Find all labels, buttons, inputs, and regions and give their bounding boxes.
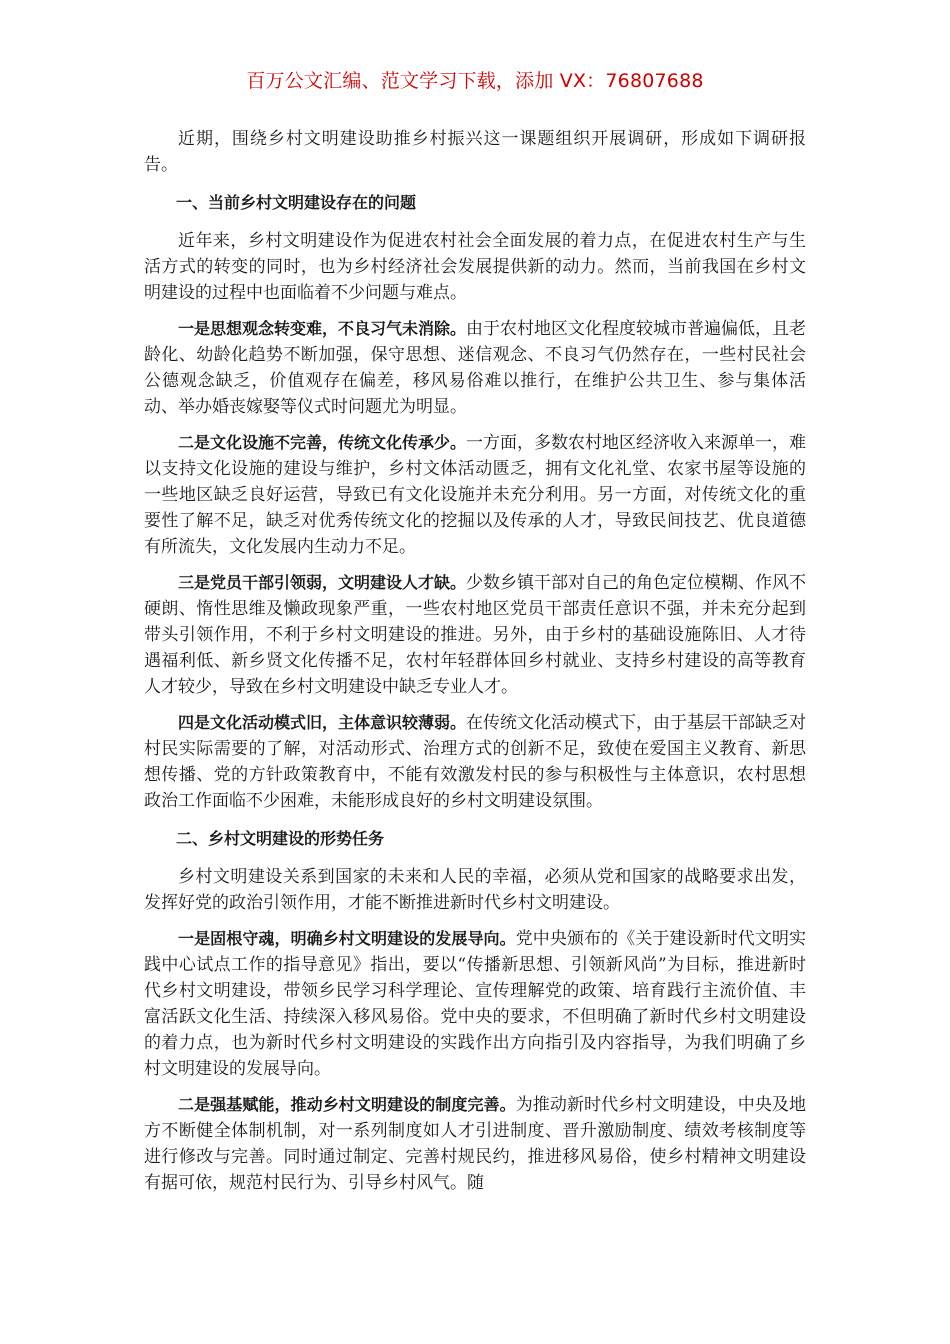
watermark-header: 百万公文汇编、范文学习下载，添加 VX：76807688 bbox=[246, 70, 704, 92]
point-text: 在传统文化活动模式下，由于基层干部缺乏对村民实际需要的了解，对活动形式、治理方式的创新不足，致使在爱国主义教育、新思想传播、党的方针政策教育中，不能有效激发村民的参与积极性与主体意识，农村思想政治工作面临不少困难，未能形成良好的乡村文明建设氛围。 bbox=[144, 713, 807, 811]
section-1-title: 一、当前乡村文明建设存在的问题 bbox=[176, 193, 417, 212]
point-text: 少数乡镇干部对自己的角色定位模糊、作风不硬朗、惰性思维及懒政现象严重，一些农村地区党员干部责任意识不强，并未充分起到带头引领作用，不利于乡村文明建设的推进。另外，由于乡村的基础设施陈旧、人才待遇福利低、新乡贤文化传播不足，农村年轻群体回乡村就业、支持乡村建设的高等教育人才较少，导致在乡村文明建设中缺乏专业人才。 bbox=[144, 573, 807, 697]
document-body bbox=[144, 126, 806, 1206]
intro-paragraph: 近期，围绕乡村文明建设助推乡村振兴这一课题组织开展调研，形成如下调研报告。 bbox=[144, 129, 806, 175]
section-2-overview: 乡村文明建设关系到国家的未来和人民的幸福，必须从党和国家的战略要求出发，发挥好党的政治引领作用，才能不断推进新时代乡村文明建设。 bbox=[144, 867, 806, 913]
point-lead: 二是强基赋能，推动乡村文明建设的制度完善。 bbox=[178, 1095, 516, 1114]
section-2-title: 二、乡村文明建设的形势任务 bbox=[176, 829, 385, 848]
point-lead: 一是固根守魂，明确乡村文明建设的发展导向。 bbox=[178, 929, 516, 948]
point-lead: 一是思想观念转变难，不良习气未消除。 bbox=[178, 319, 467, 338]
point-text: 为推动新时代乡村文明建设，中央及地方不断健全体制机制，对一系列制度如人才引进制度、晋升激励制度、绩效考核制度等进行修改与完善。同时通过制定、完善村规民约，推进移风易俗，使乡村精神文明建设有据可依，规范村民行为、引导乡村风气。随 bbox=[144, 1095, 806, 1193]
section-1-point-1 bbox=[144, 316, 806, 420]
point-lead: 二是文化设施不完善，传统文化传承少。 bbox=[178, 433, 467, 452]
point-lead: 四是文化活动模式旧，主体意识较薄弱。 bbox=[178, 713, 467, 732]
point-text: 党中央颁布的《关于建设新时代文明实践中心试点工作的指导意见》指出，要以“传播新思想、引领新风尚”为目标，推进新时代乡村文明建设，带领乡民学习科学理论、宣传理解党的政策、培育践行主流价值、丰富活跃文化生活、持续深入移风易俗。党中央的要求，不但明确了新时代乡村文明建设的着力点，也为新时代乡村文明建设的实践作出方向指引及内容指导，为我们明确了乡村文明建设的发展导向。 bbox=[144, 929, 806, 1079]
section-1-point-2 bbox=[144, 430, 806, 560]
section-2-point-1 bbox=[144, 926, 806, 1082]
point-text: 一方面，多数农村地区经济收入来源单一，难以支持文化设施的建设与维护，乡村文体活动匮乏，拥有文化礼堂、农家书屋等设施的一些地区缺乏良好运营，导致已有文化设施并未充分利用。另一方面，对传统文化的重要性了解不足，缺乏对优秀传统文化的挖掘以及传承的人才，导致民间技艺、优良道德有所流失，文化发展内生动力不足。 bbox=[144, 433, 807, 557]
section-1-point-3 bbox=[144, 570, 806, 700]
point-lead: 三是党员干部引领弱，文明建设人才缺。 bbox=[178, 573, 467, 592]
section-1-point-4 bbox=[144, 710, 806, 814]
point-text: 由于农村地区文化程度较城市普遍偏低，且老龄化、幼龄化趋势不断加强，保守思想、迷信观念、不良习气仍然存在，一些村民社会公德观念缺乏，价值观存在偏差，移风易俗难以推行，在维护公共卫生、参与集体活动、举办婚丧嫁娶等仪式时问题尤为明显。 bbox=[144, 319, 807, 417]
section-1-overview: 近年来，乡村文明建设作为促进农村社会全面发展的着力点，在促进农村生产与生活方式的转变的同时，也为乡村经济社会发展提供新的动力。然而，当前我国在乡村文明建设的过程中也面临着不少问题与难点。 bbox=[144, 231, 806, 303]
section-2-point-2 bbox=[144, 1092, 806, 1196]
